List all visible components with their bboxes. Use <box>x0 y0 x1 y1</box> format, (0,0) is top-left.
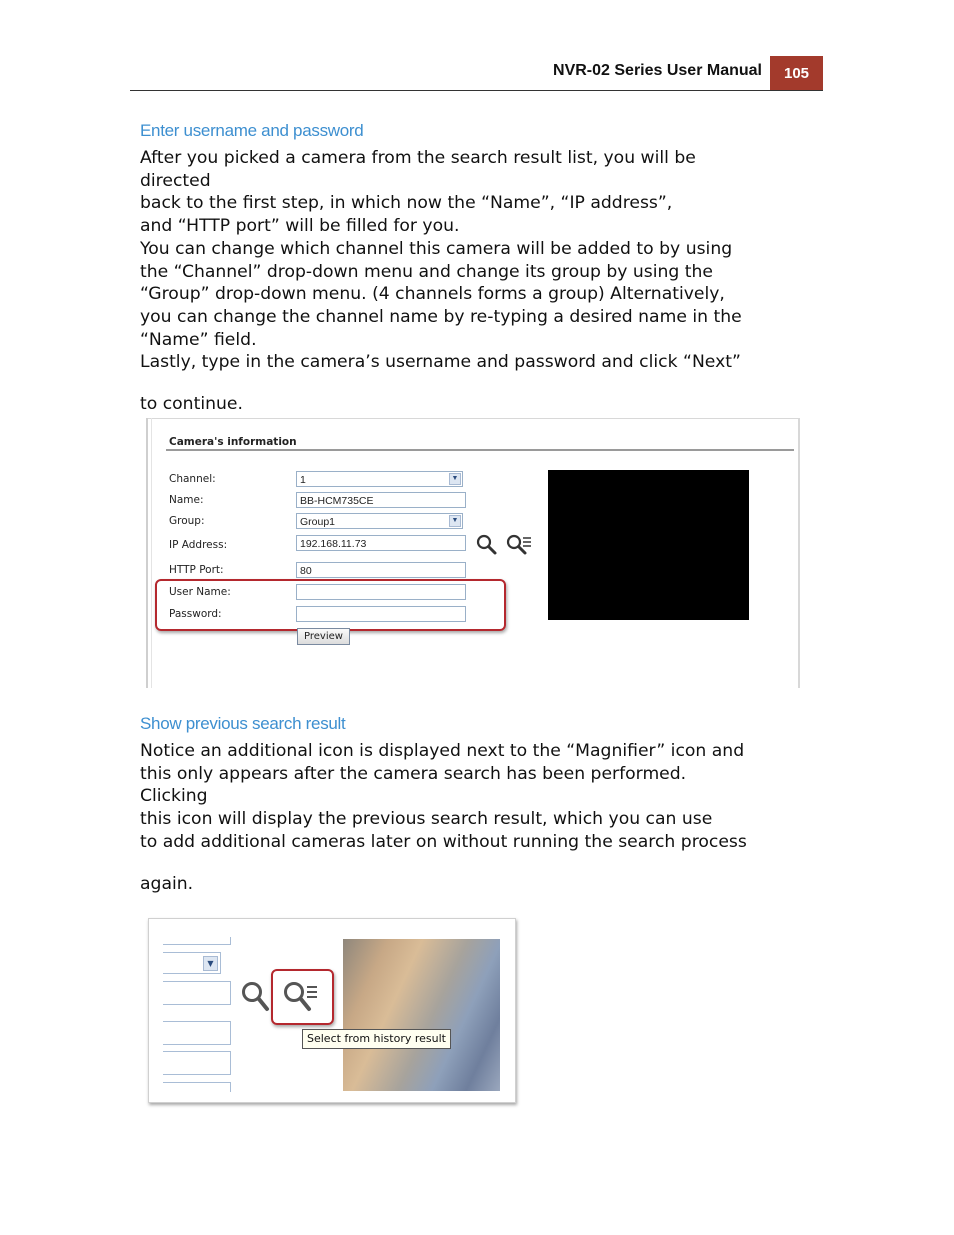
paragraph-line: this icon will display the previous search result, which you can use <box>140 809 713 830</box>
paragraph-line: back to the first step, in which now the “Name”, “IP address”, <box>140 193 673 214</box>
header-rule <box>130 90 823 91</box>
text-field[interactable] <box>163 1082 231 1092</box>
chevron-down-icon[interactable]: ▼ <box>203 956 218 971</box>
field-edge <box>163 944 231 945</box>
chevron-down-icon[interactable]: ▼ <box>449 515 461 527</box>
paragraph-line: Notice an additional icon is displayed next to the “Magnifier” icon and <box>140 741 745 761</box>
channel-select[interactable] <box>296 471 463 487</box>
search-icon[interactable] <box>241 981 271 1013</box>
paragraph-line: “Name” field. <box>140 329 257 350</box>
http-port-input[interactable]: 80 <box>296 562 466 578</box>
paragraph-line: Lastly, type in the camera’s username and password and click “Next” <box>140 352 741 373</box>
page-number-badge: 105 <box>770 56 823 91</box>
section-heading-previous-search: Show previous search result <box>140 714 346 733</box>
paragraph-line: this only appears after the camera search has been performed. <box>140 763 687 784</box>
search-icon[interactable] <box>476 534 498 556</box>
text-field[interactable] <box>163 1051 231 1075</box>
group-select[interactable] <box>296 513 463 529</box>
username-label: User Name: <box>169 586 231 598</box>
chevron-down-icon[interactable]: ▼ <box>449 473 461 485</box>
camera-info-rule <box>166 449 794 451</box>
paragraph-line: you can change the channel name by re-typing a desired name in the <box>140 306 742 327</box>
paragraph-line: After you picked a camera from the search result list, you will be <box>140 148 696 168</box>
paragraph-line: to add additional cameras later on without running the search process <box>140 831 747 852</box>
text-field[interactable] <box>163 981 231 1005</box>
frame-top <box>146 418 800 419</box>
group-value: Group1 <box>300 516 336 528</box>
section2-paragraph <box>140 740 820 854</box>
credentials-highlight <box>155 579 506 631</box>
channel-label: Channel: <box>169 473 216 485</box>
paragraph-line: and “HTTP port” will be filled for you. <box>140 216 460 237</box>
camera-preview-image <box>343 939 500 1091</box>
paragraph-line: “Group” drop-down menu. (4 channels forms a group) Alternatively, <box>140 284 725 305</box>
frame-right <box>798 418 800 688</box>
section-heading-enter-credentials: Enter username and password <box>140 121 364 140</box>
paragraph-line: Clicking <box>140 786 208 807</box>
section1-paragraph-tail: to continue. <box>140 394 243 414</box>
frame-left <box>146 418 148 688</box>
preview-button[interactable]: Preview <box>297 628 350 645</box>
camera-info-title: Camera's information <box>169 436 297 448</box>
ip-label: IP Address: <box>169 539 228 551</box>
paragraph-line: You can change which channel this camera will be added to by using <box>140 238 733 259</box>
group-label: Group: <box>169 515 205 527</box>
channel-value: 1 <box>300 474 306 486</box>
paragraph-line: the “Channel” drop-down menu and change its group by using the <box>140 261 713 282</box>
camera-info-screenshot <box>146 418 800 688</box>
section1-paragraph <box>140 147 820 374</box>
ip-address-input[interactable]: 192.168.11.73 <box>296 535 466 551</box>
history-result-screenshot <box>148 918 516 1103</box>
text-field[interactable] <box>163 1021 231 1045</box>
video-preview-area <box>548 470 749 620</box>
frame-left-inner <box>151 418 152 688</box>
http-port-label: HTTP Port: <box>169 564 224 576</box>
history-search-icon[interactable] <box>283 981 323 1013</box>
name-label: Name: <box>169 494 204 506</box>
name-input[interactable]: BB-HCM735CE <box>296 492 466 508</box>
history-tooltip: Select from history result <box>302 1029 451 1049</box>
history-search-icon[interactable] <box>506 534 534 556</box>
password-label: Password: <box>169 608 222 620</box>
field-edge <box>230 937 231 945</box>
section2-paragraph-tail: again. <box>140 874 194 894</box>
dropdown-field[interactable] <box>163 952 221 974</box>
paragraph-line: directed <box>140 170 211 191</box>
manual-title: NVR-02 Series User Manual <box>553 62 762 79</box>
